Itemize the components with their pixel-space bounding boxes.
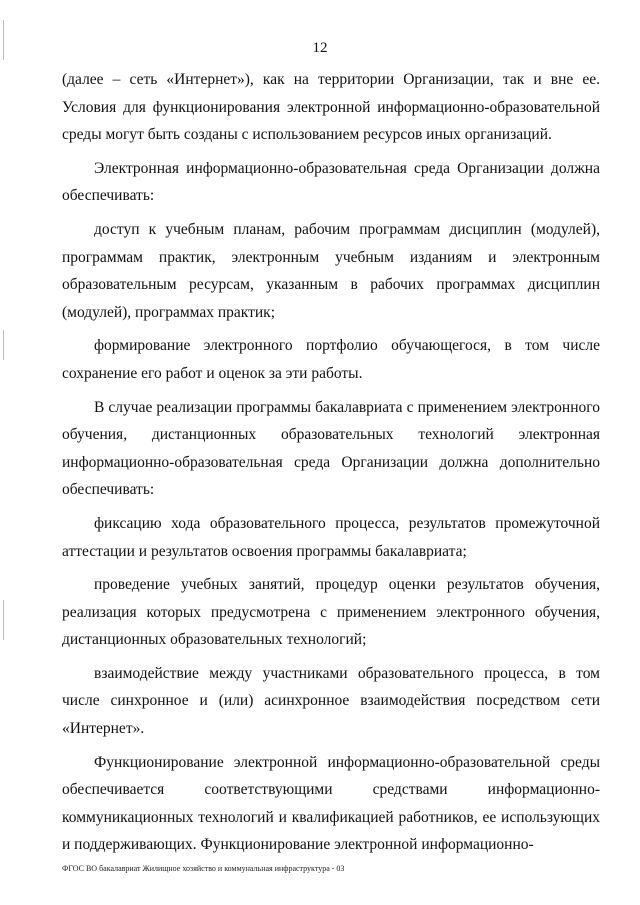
paragraph: В случае реализации программы бакалавриата с применением электронного обучения, дистанционных образовательных технологий электронная информационно-образовательная среда Организации должна дополнительно обеспечивать: bbox=[62, 398, 600, 499]
paragraph: формирование электронного портфолио обучающегося, в том числе сохранение его работ и оценок за эти работы. bbox=[62, 337, 600, 382]
page-footer: ФГОС ВО бакалавриат Жилищное хозяйство и коммунальная инфраструктура - 03 bbox=[62, 864, 345, 873]
paragraph: доступ к учебным планам, рабочим программам дисциплин (модулей), программам практик, электронным учебным изданиям и электронным образовательным ресурсам, указанным в рабочих программах дисциплин (модулей), программах практик; bbox=[62, 220, 600, 321]
paragraph: взаимодействие между участниками образовательного процесса, в том числе синхронное и (или) асинхронное взаимодействия посредством сети «Интернет». bbox=[62, 664, 600, 738]
paragraph: фиксацию хода образовательного процесса, результатов промежуточной аттестации и результатов освоения программы бакалавриата; bbox=[62, 514, 600, 560]
paragraph: проведение учебных занятий, процедур оценки результатов обучения, реализация которых предусмотрена с применением электронного обучения, дистанционных образовательных технологий; bbox=[62, 576, 600, 649]
document-body bbox=[62, 66, 600, 859]
paragraph: (далее – сеть «Интернет»), как на территории Организации, так и вне ее. Условия для функционирования электронной информационно-образовательной среды могут быть созданы с использованием ресурсов иных организаций. bbox=[62, 71, 600, 144]
scan-edge-mark bbox=[3, 600, 4, 640]
page-number: 12 bbox=[312, 40, 328, 56]
paragraph: Электронная информационно-образовательная среда Организации должна обеспечивать: bbox=[62, 159, 600, 205]
scan-edge-mark bbox=[3, 330, 4, 360]
paragraph: Функционирование электронной информационно-образовательной среды обеспечивается соответствующими средствами информационно-коммуникационных технологий и квалификацией работников, ее использующих и поддерживающих. Функционирование электронной информационно- bbox=[62, 753, 600, 854]
